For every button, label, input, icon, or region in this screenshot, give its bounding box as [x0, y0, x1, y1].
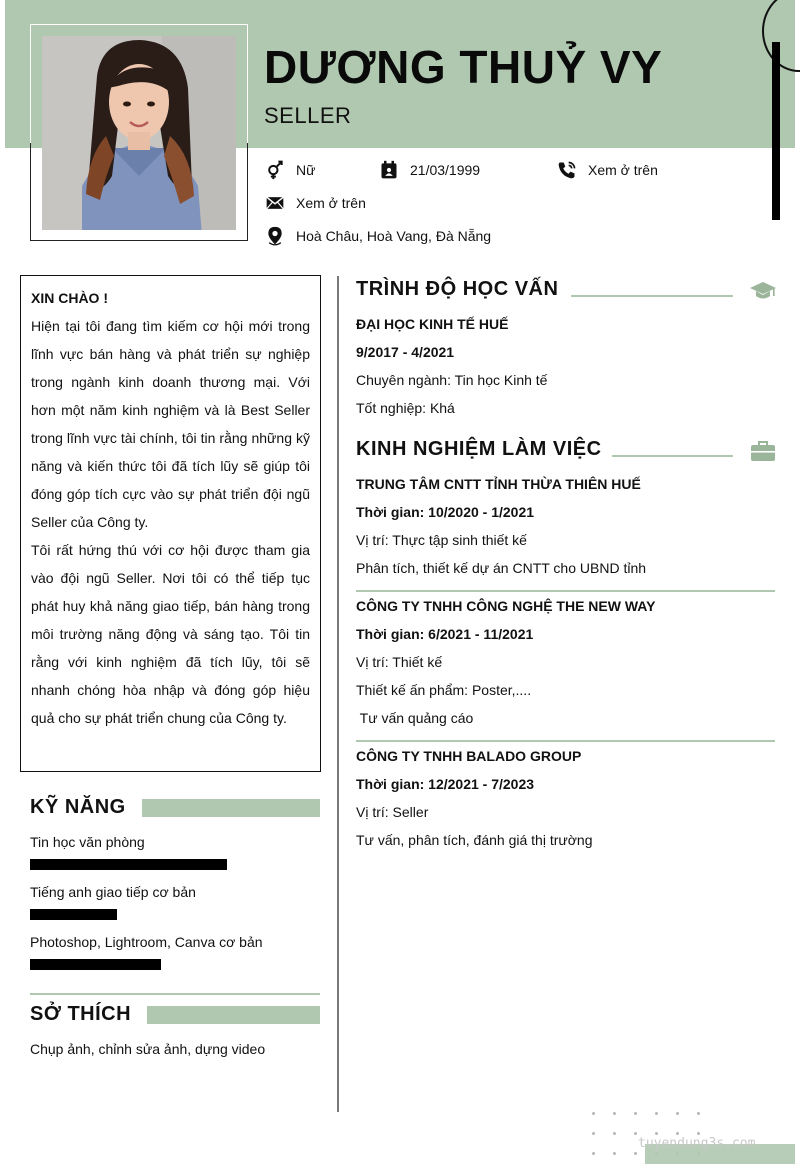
- decorative-dot: [697, 1112, 700, 1115]
- skill-level-bar: [30, 959, 161, 970]
- decorative-dot: [655, 1112, 658, 1115]
- location-pin-icon: [264, 225, 286, 247]
- experience-heading: KINH NGHIỆM LÀM VIỆC: [356, 438, 602, 460]
- hobbies-heading-bar: [147, 1006, 320, 1024]
- avatar: [42, 36, 236, 230]
- briefcase-icon: [750, 440, 776, 462]
- decorative-dot: [676, 1132, 679, 1135]
- gender-value: Nữ: [296, 162, 316, 178]
- education-period: 9/2017 - 4/2021: [356, 344, 455, 360]
- decorative-dot: [697, 1132, 700, 1135]
- job-description: Phân tích, thiết kế dự án CNTT cho UBND tỉnh: [356, 560, 647, 576]
- decorative-dot: [592, 1112, 595, 1115]
- job-period: Thời gian: 6/2021 - 11/2021: [356, 626, 534, 642]
- contact-email: [264, 192, 366, 214]
- avatar-illustration: [42, 36, 236, 230]
- contact-phone: [556, 159, 658, 181]
- intro-paragraph-1: Hiện tại tôi đang tìm kiếm cơ hội mới trong lĩnh vực bán hàng và phát triển sự nghiệp trong ngành kinh doanh thương mại. Với hơn một năm kinh nghiệm và là Best Seller trong lĩnh vực tài chính, tôi tin rằng những kỹ năng và kiến thức tôi đã tích lũy sẽ giúp tôi đóng góp tích cực vào sự phát triển đội ngũ Seller của Công ty.: [31, 318, 310, 530]
- job-period: Thời gian: 12/2021 - 7/2023: [356, 776, 535, 792]
- job-position: Vị trí: Thiết kế: [356, 654, 443, 670]
- job-company: TRUNG TÂM CNTT TỈNH THỪA THIÊN HUẾ: [356, 476, 641, 492]
- decorative-dot: [634, 1132, 637, 1135]
- intro-box: [20, 275, 321, 772]
- education-grade: Tốt nghiệp: Khá: [356, 400, 455, 416]
- job-divider: [356, 590, 775, 592]
- education-heading: TRÌNH ĐỘ HỌC VẤN: [356, 278, 559, 300]
- contact-birthday: [378, 159, 480, 181]
- candidate-name: DƯƠNG THUỶ VY: [264, 41, 663, 93]
- experience-heading-line: [612, 455, 733, 457]
- job-description: Tư vấn quảng cáo: [356, 710, 474, 726]
- decorative-dot: [634, 1112, 637, 1115]
- contact-gender: [264, 159, 315, 181]
- decorative-dot: [592, 1132, 595, 1135]
- decorative-dot: [613, 1112, 616, 1115]
- education-heading-line: [571, 295, 733, 297]
- skill-level-bar: [30, 909, 117, 920]
- skill-level-bar: [30, 859, 227, 870]
- phone-value: Xem ở trên: [588, 162, 658, 178]
- skill-name: Tiếng anh giao tiếp cơ bản: [30, 884, 196, 900]
- education-school: ĐẠI HỌC KINH TẾ HUẾ: [356, 316, 509, 332]
- decorative-dot: [613, 1132, 616, 1135]
- intro-title: XIN CHÀO !: [31, 290, 108, 306]
- job-position: Vị trí: Thực tập sinh thiết kế: [356, 532, 527, 548]
- decorative-bar: [772, 42, 780, 220]
- phone-icon: [556, 159, 578, 181]
- job-description: Tư vấn, phân tích, đánh giá thị trường: [356, 832, 593, 848]
- job-role: SELLER: [264, 103, 352, 128]
- education-major: Chuyên ngành: Tin học Kinh tế: [356, 372, 548, 388]
- skills-heading: KỸ NĂNG: [30, 796, 126, 818]
- intro-paragraph-2: Tôi rất hứng thú với cơ hội được tham gia vào đội ngũ Seller. Nơi tôi có thể tiếp tục phát huy khả năng giao tiếp, bán hàng trong môi trường năng động và sáng tạo. Tôi tin rằng với kinh nghiệm đã tích lũy, tôi sẽ nhanh chóng hòa nhập và đóng góp hiệu quả cho sự phát triển chung của Công ty.: [31, 542, 310, 726]
- job-position: Vị trí: Seller: [356, 804, 429, 820]
- gender-icon: [264, 159, 286, 181]
- job-company: CÔNG TY TNHH BALADO GROUP: [356, 748, 582, 764]
- address-value: Hoà Châu, Hoà Vang, Đà Nẵng: [296, 228, 492, 244]
- job-period: Thời gian: 10/2020 - 1/2021: [356, 504, 535, 520]
- hobbies-heading: SỞ THÍCH: [30, 1003, 132, 1025]
- decorative-dot: [592, 1152, 595, 1155]
- skills-heading-bar: [142, 799, 320, 817]
- decorative-dot: [676, 1112, 679, 1115]
- job-divider: [356, 740, 775, 742]
- decorative-dot: [634, 1152, 637, 1155]
- skill-name: Photoshop, Lightroom, Canva cơ bản: [30, 934, 263, 950]
- column-divider: [337, 276, 339, 1112]
- email-value: Xem ở trên: [296, 195, 366, 211]
- graduation-cap-icon: [750, 280, 776, 302]
- contact-address: [264, 225, 491, 247]
- hobbies-text: Chụp ảnh, chỉnh sửa ảnh, dựng video: [30, 1041, 266, 1057]
- skill-name: Tin học văn phòng: [30, 834, 145, 850]
- birthday-value: 21/03/1999: [410, 162, 481, 178]
- job-description: Thiết kế ấn phẩm: Poster,....: [356, 682, 532, 698]
- decorative-dot: [613, 1152, 616, 1155]
- watermark-text: tuyendung3s.com: [638, 1136, 756, 1151]
- email-icon: [264, 192, 286, 214]
- calendar-icon: [378, 159, 400, 181]
- divider-line: [30, 993, 320, 995]
- decorative-dot: [655, 1132, 658, 1135]
- job-company: CÔNG TY TNHH CÔNG NGHỆ THE NEW WAY: [356, 598, 656, 614]
